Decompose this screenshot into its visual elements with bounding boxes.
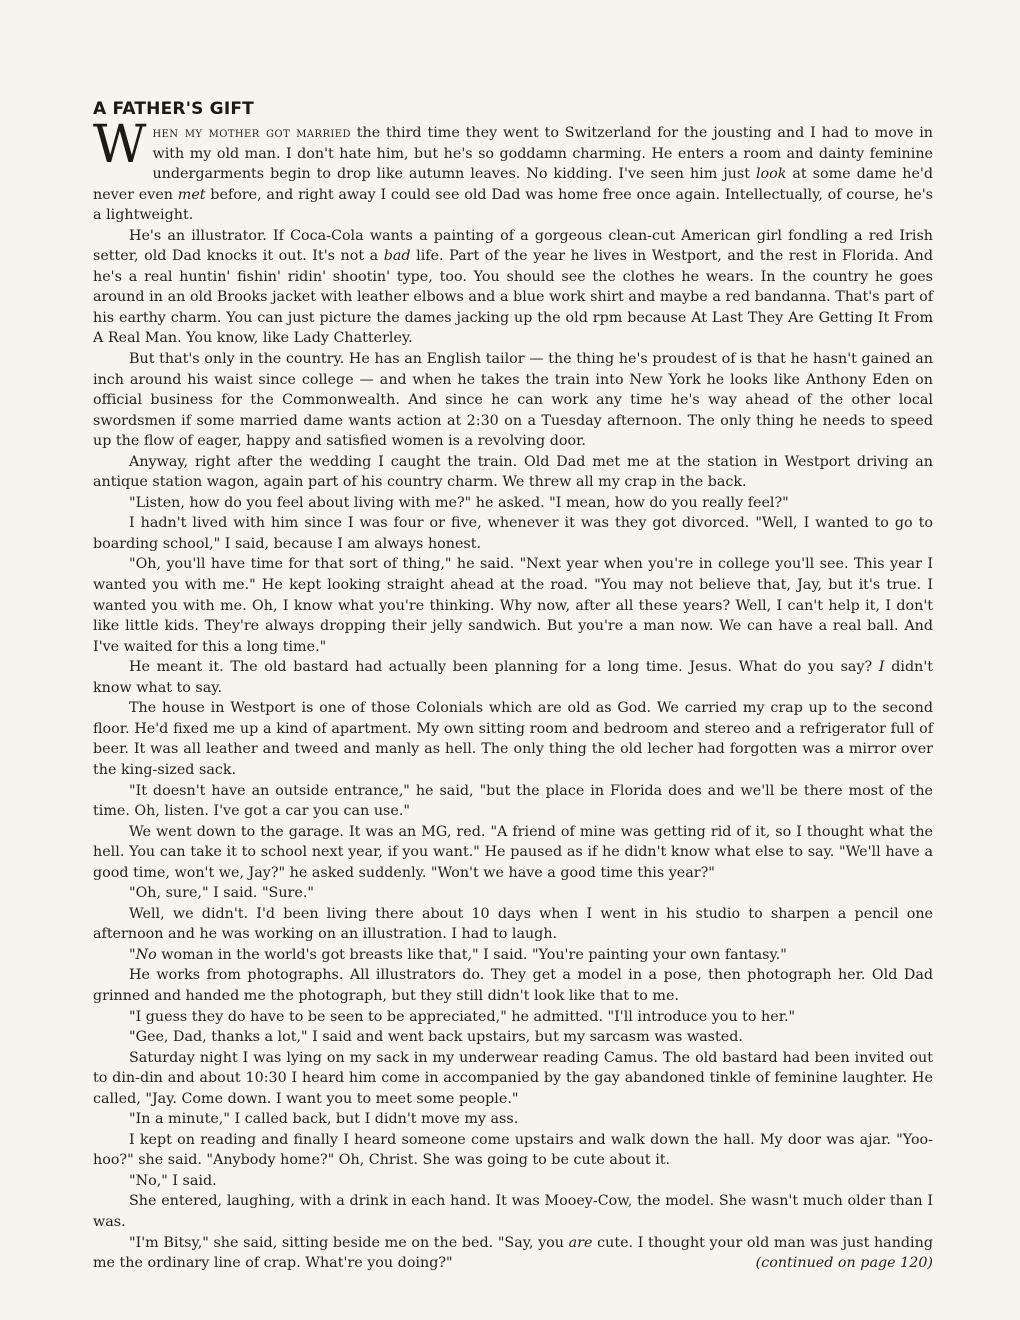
- paragraph: I hadn't lived with him since I was four or five, whenever it was they got divorced. "Well, I wanted to go to boarding school," I said, because I am always honest.: [93, 515, 933, 552]
- paragraph: "It doesn't have an outside entrance," he said, "but the place in Florida does and we'll be there most of the time. Oh, listen. I've got a car you can use.": [93, 782, 933, 820]
- continued-note: (continued on page 120): [755, 1255, 933, 1272]
- emphasis: bad: [383, 248, 411, 265]
- paragraph: "I guess they do have to be seen to be appreciated," he admitted. "I'll introduce you to her.": [129, 1008, 796, 1025]
- article: [93, 98, 933, 1274]
- article-body: [93, 115, 934, 1274]
- paragraph: "No," I said.: [129, 1172, 217, 1189]
- paragraph: "Gee, Dad, thanks a lot," I said and went back upstairs, but my sarcasm was wasted.: [129, 1029, 743, 1046]
- paragraph: "Oh, sure," I said. "Sure.": [129, 885, 314, 902]
- emphasis: are: [568, 1234, 593, 1251]
- paragraph: When my mother got married the third time they went to Switzerland for the jousting and I had to move in with my old man. I don't hate him, but he's so goddamn charming. He enters a room and dainty feminine undergarments begin to drop like autumn leaves. No kidding. I've seen him just look at some dame he'd never even met before, and right away I could see old Dad was home free once again. Intellectually, of course, he's a lightweight.: [93, 115, 934, 224]
- drop-cap: W: [93, 115, 147, 175]
- emphasis: No: [135, 946, 157, 963]
- emphasis: I: [878, 659, 885, 676]
- paragraph: I kept on reading and finally I heard someone come upstairs and walk down the hall. My door was ajar. "Yoo-hoo?" she said. "Anybody home?" Oh, Christ. She was going to be cute about it.: [93, 1131, 933, 1169]
- paragraph: We went down to the garage. It was an MG, red. "A friend of mine was getting rid of it, so I thought what the hell. You can take it to school next year, if you want." He paused as if he didn't know what else to say. "We'll have a good time, won't we, Jay?" he asked suddenly. "Won't we have a good time this year?": [93, 823, 933, 881]
- paragraph: But that's only in the country. He has an English tailor — the thing he's proudest of is that he hasn't gained an inch around his waist since college — and when he takes the train into New York he looks like Anthony Eden on official business for the Commonwealth. And since he can work any time he's way ahead of the other local swordsmen if some married dame wants action at 2:30 on a Tuesday afternoon. The only thing he needs to speed up the flow of eager, happy and satisfied women is a revolving door.: [93, 351, 933, 450]
- paragraph: Well, we didn't. I'd been living there about 10 days when I went in his studio to sharpen a pencil one afternoon and he was working on an illustration. I had to laugh.: [93, 905, 933, 943]
- paragraph: Saturday night I was lying on my sack in my underwear reading Camus. The old bastard had been invited out to din-din and about 10:30 I heard him come in accompanied by the gay abandoned tinkle of feminine laughter. He called, "Jay. Come down. I want you to meet some people.": [93, 1049, 933, 1107]
- paragraph: "I'm Bitsy," she said, sitting beside me on the bed. "Say, you are cute. I thought your old man was just handing me the ordinary line of crap. What're you doing?" (continued on page 120): [93, 1233, 933, 1274]
- paragraph: "In a minute," I called back, but I didn't move my ass.: [129, 1111, 519, 1128]
- paragraph: He meant it. The old bastard had actually been planning for a long time. Jesus. What do you say? I didn't know what to say.: [93, 659, 933, 696]
- paragraph: She entered, laughing, with a drink in each hand. It was Mooey-Cow, the model. She wasn't much older than I was.: [93, 1193, 933, 1230]
- article-title: A FATHER'S GIFT: [93, 99, 254, 119]
- paragraph: The house in Westport is one of those Colonials which are old as God. We carried my crap up to the second floor. He'd fixed me up a kind of apartment. My own sitting room and bedroom and stereo and a refrigerator full of beer. It was all leather and tweed and manly as hell. The only thing the old lecher had forgotten was a mirror over the king-sized sack.: [93, 700, 933, 778]
- emphasis: look: [755, 166, 787, 183]
- paragraph: "Listen, how do you feel about living with me?" he asked. "I mean, how do you really feel?": [129, 494, 789, 511]
- paragraph: "No woman in the world's got breasts like that," I said. "You're painting your own fantasy.": [129, 946, 787, 963]
- lead-in: hen my mother got married: [152, 125, 351, 141]
- paragraph: Anyway, right after the wedding I caught the train. Old Dad met me at the station in Westport driving an antique station wagon, again part of his country charm. We threw all my crap in the back.: [93, 453, 933, 491]
- emphasis: met: [177, 186, 206, 203]
- paragraph: He works from photographs. All illustrators do. They get a model in a pose, then photograph her. Old Dad grinned and handed me the photograph, but they still didn't look like that to me.: [93, 967, 933, 1004]
- paragraph: "Oh, you'll have time for that sort of thing," he said. "Next year when you're in college you'll see. This year I wanted you with me." He kept looking straight ahead at the road. "You may not believe that, Jay, but it's true. I wanted you with me. Oh, I know what you're thinking. Why now, after all these years? Well, I can't help it, I don't like little kids. They're always dropping their jelly sandwich. But you're a man now. We can have a real ball. And I've waited for this a long time.": [93, 556, 933, 655]
- paragraph: He's an illustrator. If Coca-Cola wants a painting of a gorgeous clean-cut American girl fondling a red Irish setter, old Dad knocks it out. It's not a bad life. Part of the year he lives in Westport, and the rest in Florida. And he's a real huntin' fishin' ridin' shootin' type, too. You should see the clothes he wears. In the country he goes around in an old Brooks jacket with leather elbows and a blue work shirt and maybe a red bandanna. That's part of his earthy charm. You can just picture the dames jacking up the old rpm because At Last They Are Getting It From A Real Man. You know, like Lady Chatterley.: [93, 227, 933, 347]
